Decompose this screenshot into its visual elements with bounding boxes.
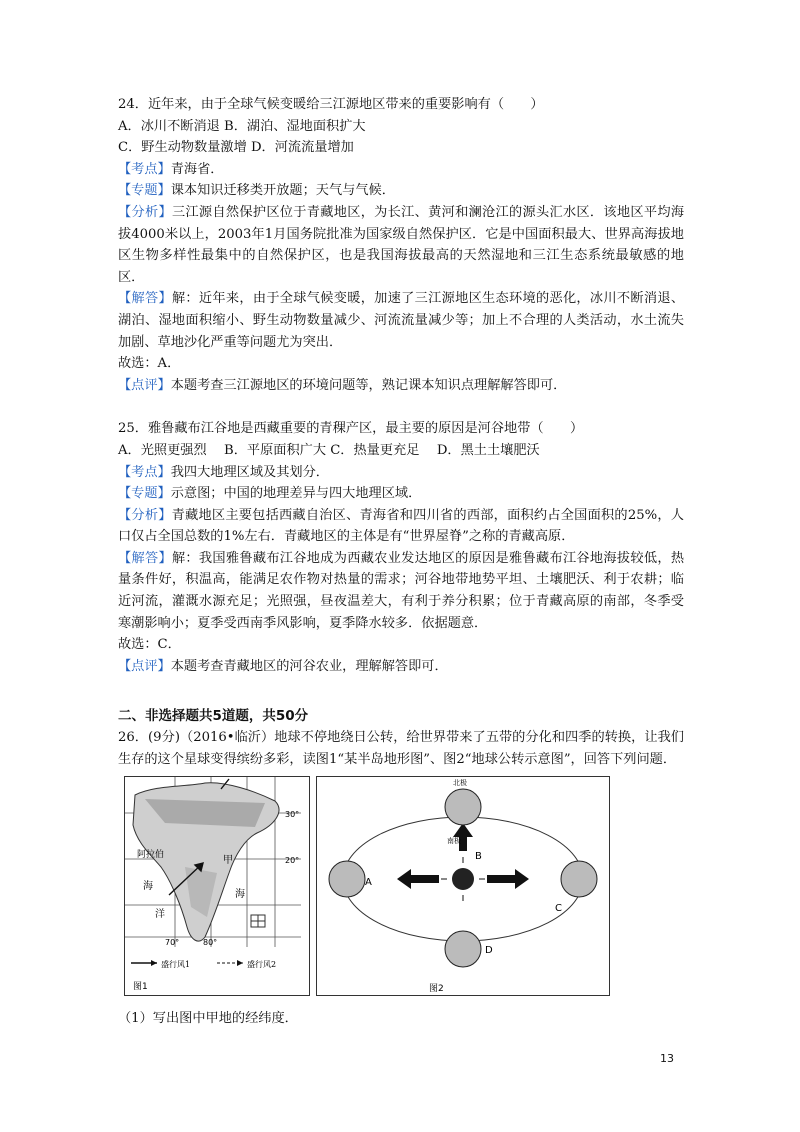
jieda-tag: 【解答】 [118,291,172,307]
peninsula-map-svg [125,777,309,995]
fenxi-tag: 【分析】 [118,507,172,523]
fenxi-text: 三江源自然保护区位于青藏地区，为长江、黄河和澜沧江的源头汇水区．该地区平均海拔4000米以上，2003年1月国务院批准为国家级自然保护区．它是中国面积最大、世界高海拔地区生物多样性最集中的自然保护区，也是我国海拔最高的天然湿地和三江生态系统最敏感的地区． [118,204,685,285]
q24-dianping [118,375,684,397]
lon-80-label: 80° [203,938,218,947]
position-c-label: C [555,903,562,914]
zhuanti-text: 课本知识迁移类开放题；天气与气候． [170,183,395,199]
position-a-label: A [365,877,372,888]
position-b-label: B [475,851,482,862]
orbit-svg [317,777,609,995]
jia-label: 甲 [223,855,233,866]
zhuanti-tag: 【专题】 [118,183,171,199]
q24-zhuanti [118,180,684,202]
q25-answer: 故选：C． [118,637,181,653]
dianping-tag: 【点评】 [118,658,171,674]
kaodian-text: 青海省． [170,161,224,177]
dianping-text: 本题考查青藏地区的河谷农业，理解解答即可． [170,658,448,674]
fig2-caption: 图2 [429,984,444,994]
position-d-label: D [485,945,493,956]
q24-options-cd: C．野生动物数量激增 D．河流流量增加 [118,140,354,156]
peninsula-map-figure [124,776,310,996]
fig1-caption: 图1 [133,982,148,992]
sun-icon [452,868,474,890]
q25-zhuanti [118,483,684,505]
q26-stem: 26．(9分)（2016•临沂）地球不停地绕日公转，给世界带来了五带的分化和四季的转换，让我们生存的这个星球变得缤纷多彩，读图1“某半岛地形图”、图2“地球公转示意图”，回答下列问题． [118,730,684,768]
sea-label-1: 阿拉伯 [137,850,165,860]
legend-wind-2: 盛行风2 [247,960,277,969]
q24-fenxi [118,202,684,288]
kaodian-tag: 【考点】 [118,464,171,480]
fenxi-text: 青藏地区主要包括西藏自治区、青海省和四川省的西部，面积约占全国面积的25%，人口仅占全国总数的1%左右．青藏地区的主体是有“世界屋脊”之称的青藏高原． [118,507,684,545]
document-body [118,94,684,771]
lon-70-label: 70° [165,938,180,947]
kaodian-tag: 【考点】 [118,161,171,177]
jieda-text: 解：我国雅鲁藏布江谷地成为西藏农业发达地区的原因是雅鲁藏布江谷地海拔较低，热量条件好，积温高，能满足农作物对热量的需求；河谷地带地势平坦、土壤肥沃、利于农耕；临近河流，灌溉水源充足；光照强，昼夜温差大，有利于养分积累；位于青藏高原的南部，冬季受寒潮影响小；夏季受西南季风影响，夏季降水较多．依据题意． [118,550,685,631]
q24-answer: 故选：A． [118,356,181,372]
lat-20-label: 20° [285,856,300,865]
q25-fenxi [118,505,684,548]
jieda-text: 解：近年来，由于全球气候变暖，加速了三江源地区生态环境的恶化，冰川不断消退、湖泊、湿地面积缩小、野生动物数量减少、河流流量减少等；加上不合理的人类活动，水土流失加剧、草地沙化严重等问题尤为突出． [118,291,685,350]
sea-label-3: 洋 [155,909,165,920]
dianping-tag: 【点评】 [118,377,171,393]
q25-kaodian [118,462,684,484]
zhuanti-text: 示意图；中国的地理差异与四大地理区域． [170,486,422,502]
south-pole-label: 南极 [447,837,461,845]
earth-orbit-figure [316,776,610,996]
sea-label-4: 海 [235,889,245,900]
figure-panel [124,776,610,998]
q25-options: A．光照更强烈 B．平原面积广大 C．热量更充足 D．黑土土壤肥沃 [118,442,540,458]
sea-label-2: 海 [143,881,153,892]
zhuanti-tag: 【专题】 [118,486,171,502]
q24-stem: 24．近年来，由于全球气候变暖给三江源地区带来的重要影响有（ ） [118,97,544,112]
q24-options-ab: A．冰川不断消退 B．湖泊、湿地面积扩大 [118,118,366,134]
kaodian-text: 我四大地理区域及其划分． [170,464,329,480]
q25-jieda [118,548,684,634]
lat-30-label: 30° [285,810,300,819]
dianping-text: 本题考查三江源地区的环境问题等，熟记课本知识点理解解答即可． [170,377,567,393]
q24-jieda [118,288,684,353]
q26-sub1: （1）写出图中甲地的经纬度． [118,1011,298,1026]
q25-stem: 25．雅鲁藏布江谷地是西藏重要的青稞产区，最主要的原因是河谷地带（ ） [118,421,584,437]
q26-subquestions [118,1008,684,1030]
fenxi-tag: 【分析】 [118,204,172,220]
section-heading: 二、非选择题共5道题，共50分 [118,708,309,725]
q24-kaodian [118,159,684,181]
page-number: 13 [660,1052,674,1065]
q25-dianping [118,656,684,678]
jieda-tag: 【解答】 [118,550,172,566]
legend-wind-1: 盛行风1 [161,960,191,969]
north-pole-label: 北极 [453,779,467,787]
